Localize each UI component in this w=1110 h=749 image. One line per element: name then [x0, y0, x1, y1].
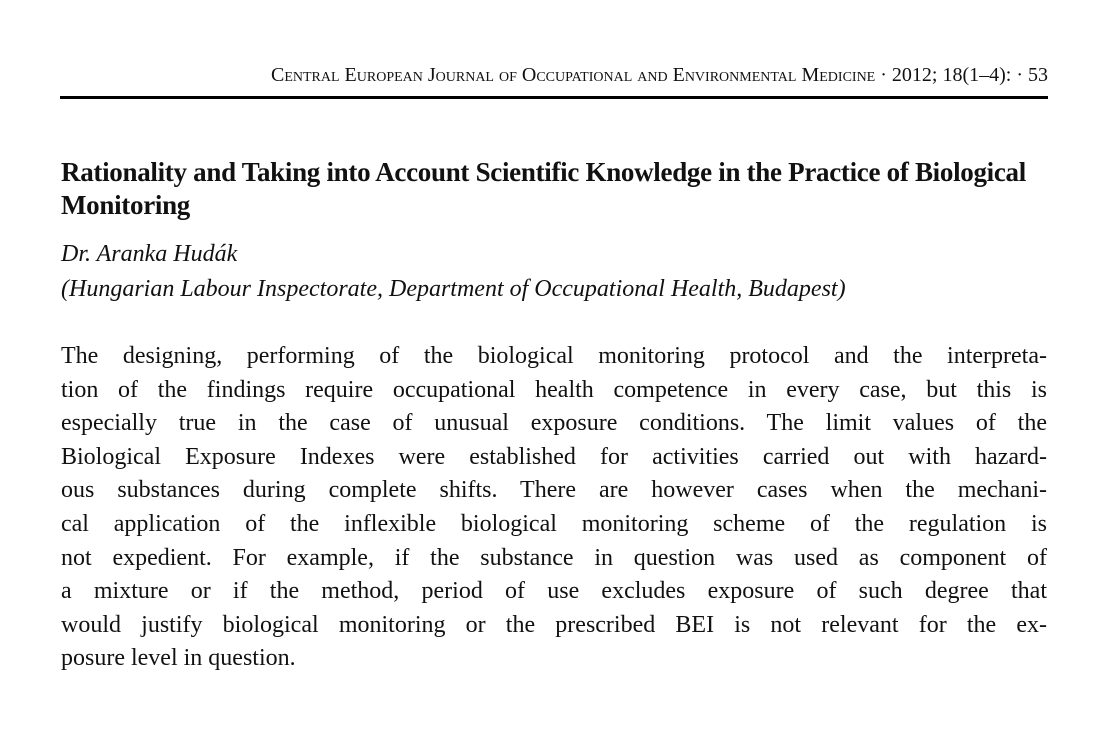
abstract-line: cal application of the inflexible biological monitoring scheme of the regulation is — [61, 510, 1047, 537]
abstract-line: not expedient. For example, if the substance in question was used as component of — [61, 544, 1047, 571]
abstract-line: ous substances during complete shifts. There are however cases when the mechani- — [61, 477, 1047, 504]
abstract-line: would justify biological monitoring or the prescribed BEI is not relevant for the ex- — [61, 611, 1047, 638]
abstract-line: posure level in question. — [61, 645, 296, 672]
abstract-line: a mixture or if the method, period of use excludes exposure of such degree that — [61, 578, 1047, 605]
author-name: Dr. Aranka Hudák — [61, 241, 238, 267]
abstract-line: The designing, performing of the biological monitoring protocol and the interpreta- — [61, 343, 1047, 369]
abstract-line: especially true in the case of unusual exposure conditions. The limit values of the — [61, 410, 1047, 437]
author-affiliation: (Hungarian Labour Inspectorate, Department of Occupational Health, Budapest) — [61, 276, 846, 302]
abstract-line: tion of the findings require occupational health competence in every case, but this is — [61, 376, 1047, 403]
article-title: Rationality and Taking into Account Scientific Knowledge in the Practice of Biological Monitoring — [61, 157, 1026, 220]
running-header — [60, 62, 1048, 99]
abstract-line: Biological Exposure Indexes were established for activities carried out with hazard- — [61, 443, 1047, 470]
volume-page: · 2012; 18(1–4): · 53 — [875, 64, 1048, 86]
abstract — [61, 340, 1047, 676]
journal-name: Central European Journal of Occupational and Environmental Medicine — [270, 64, 876, 86]
journal-citation — [271, 64, 1048, 87]
